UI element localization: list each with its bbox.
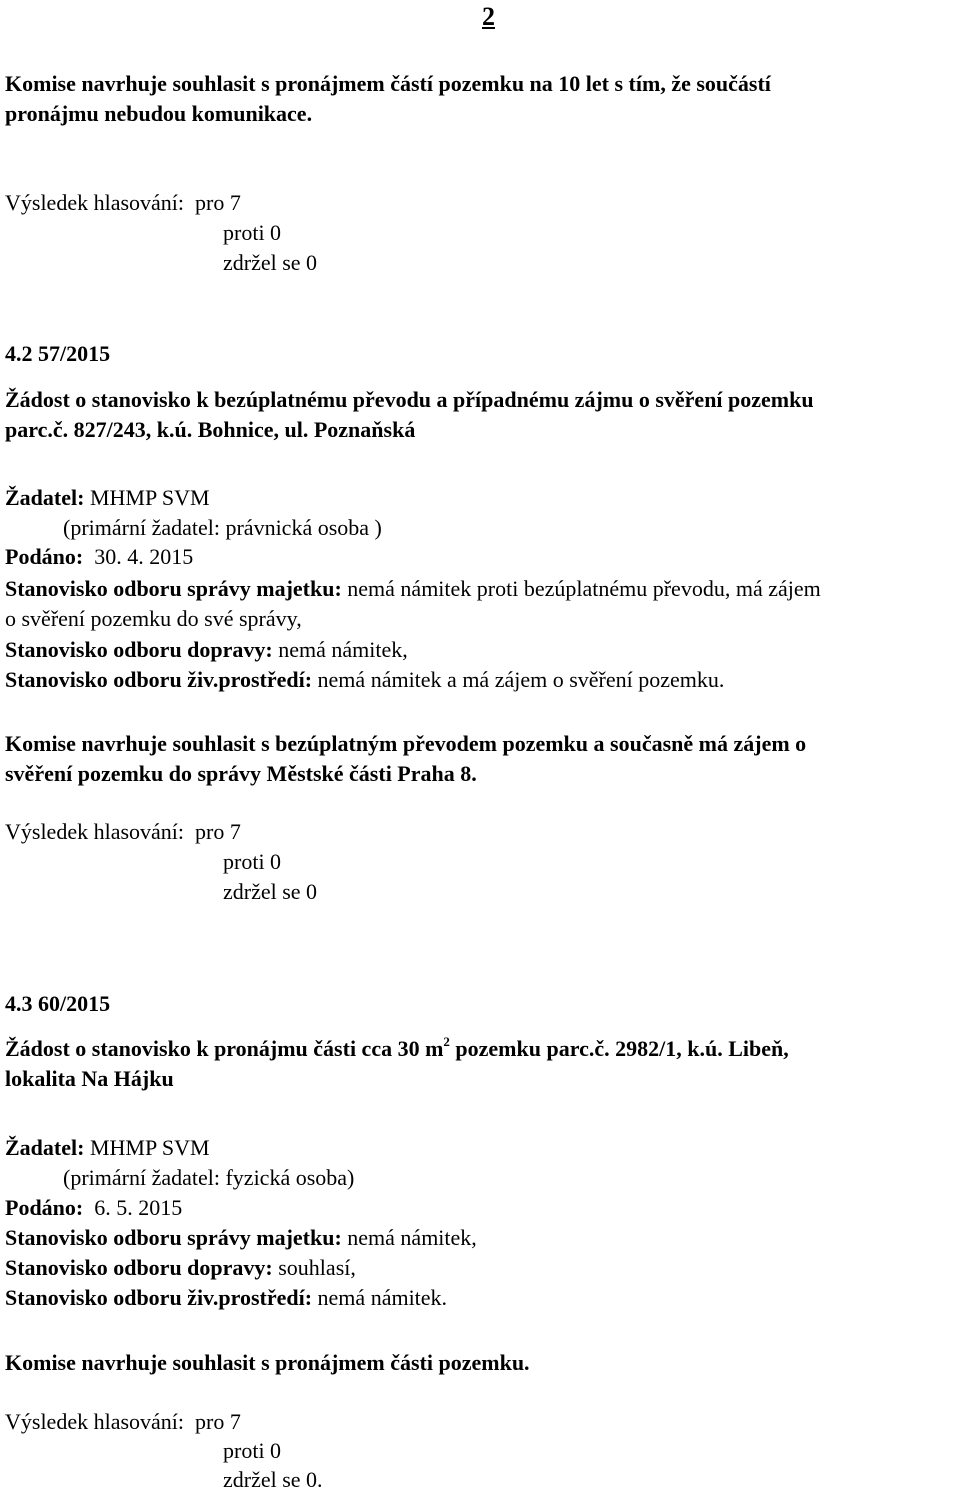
conclusion-text: Komise navrhuje souhlasit s bezúplatným převodem pozemku a současně má zájem o [5,731,807,756]
opinion-property: Stanovisko odboru správy majetku: nemá námitek, [5,1225,477,1250]
conclusion-text: Komise navrhuje souhlasit s pronájmem částí pozemku na 10 let s tím, že součástí [5,71,771,96]
submitted-date: Podáno: 6. 5. 2015 [5,1195,183,1220]
vote-abstain: zdržel se 0. [223,1467,323,1492]
opinion-environment: Stanovisko odboru živ.prostředí: nemá námitek. [5,1285,448,1310]
conclusion-text: svěření pozemku do správy Městské části Praha 8. [5,761,477,786]
submitted-date: Podáno: 30. 4. 2015 [5,544,194,569]
conclusion-text: pronájmu nebudou komunikace. [5,101,313,126]
conclusion-text: Komise navrhuje souhlasit s pronájmem části pozemku. [5,1350,530,1375]
applicant: Žadatel: MHMP SVM [5,1135,210,1160]
item-heading: 4.2 57/2015 [5,341,111,366]
item-title: parc.č. 827/243, k.ú. Bohnice, ul. Poznaňská [5,417,416,442]
item-heading: 4.3 60/2015 [5,991,111,1016]
vote-for: pro 7 [195,190,241,215]
vote-result-label: Výsledek hlasování: pro 7 [5,1409,241,1434]
item-title: Žádost o stanovisko k bezúplatnému převodu a případnému zájmu o svěření pozemku [5,387,814,412]
vote-against: proti 0 [223,220,282,245]
applicant: Žadatel: MHMP SVM [5,485,210,510]
primary-applicant: (primární žadatel: právnická osoba ) [63,515,382,540]
opinion-transport: Stanovisko odboru dopravy: nemá námitek, [5,637,408,662]
page-number: 2 [482,2,495,31]
opinion-environment: Stanovisko odboru živ.prostředí: nemá námitek a má zájem o svěření pozemku. [5,667,725,692]
vote-abstain: zdržel se 0 [223,879,318,904]
vote-result-label: Výsledek hlasování: pro 7 [5,190,241,215]
primary-applicant: (primární žadatel: fyzická osoba) [63,1165,355,1190]
opinion-property-cont: o svěření pozemku do své správy, [5,606,302,631]
opinion-property: Stanovisko odboru správy majetku: nemá námitek proti bezúplatnému převodu, má zájem [5,576,821,601]
item-title: lokalita Na Hájku [5,1066,174,1091]
vote-abstain: zdržel se 0 [223,250,318,275]
vote-against: proti 0 [223,849,282,874]
vote-against: proti 0 [223,1438,282,1463]
vote-for: pro 7 [195,819,241,844]
vote-for: pro 7 [195,1409,241,1434]
item-title: Žádost o stanovisko k pronájmu části cca 30 $m^2$ pozemku parc.č. 2982/1, k.ú. Libeň, [5,1034,789,1061]
vote-result-label: Výsledek hlasování: pro 7 [5,819,241,844]
opinion-transport: Stanovisko odboru dopravy: souhlasí, [5,1255,356,1280]
